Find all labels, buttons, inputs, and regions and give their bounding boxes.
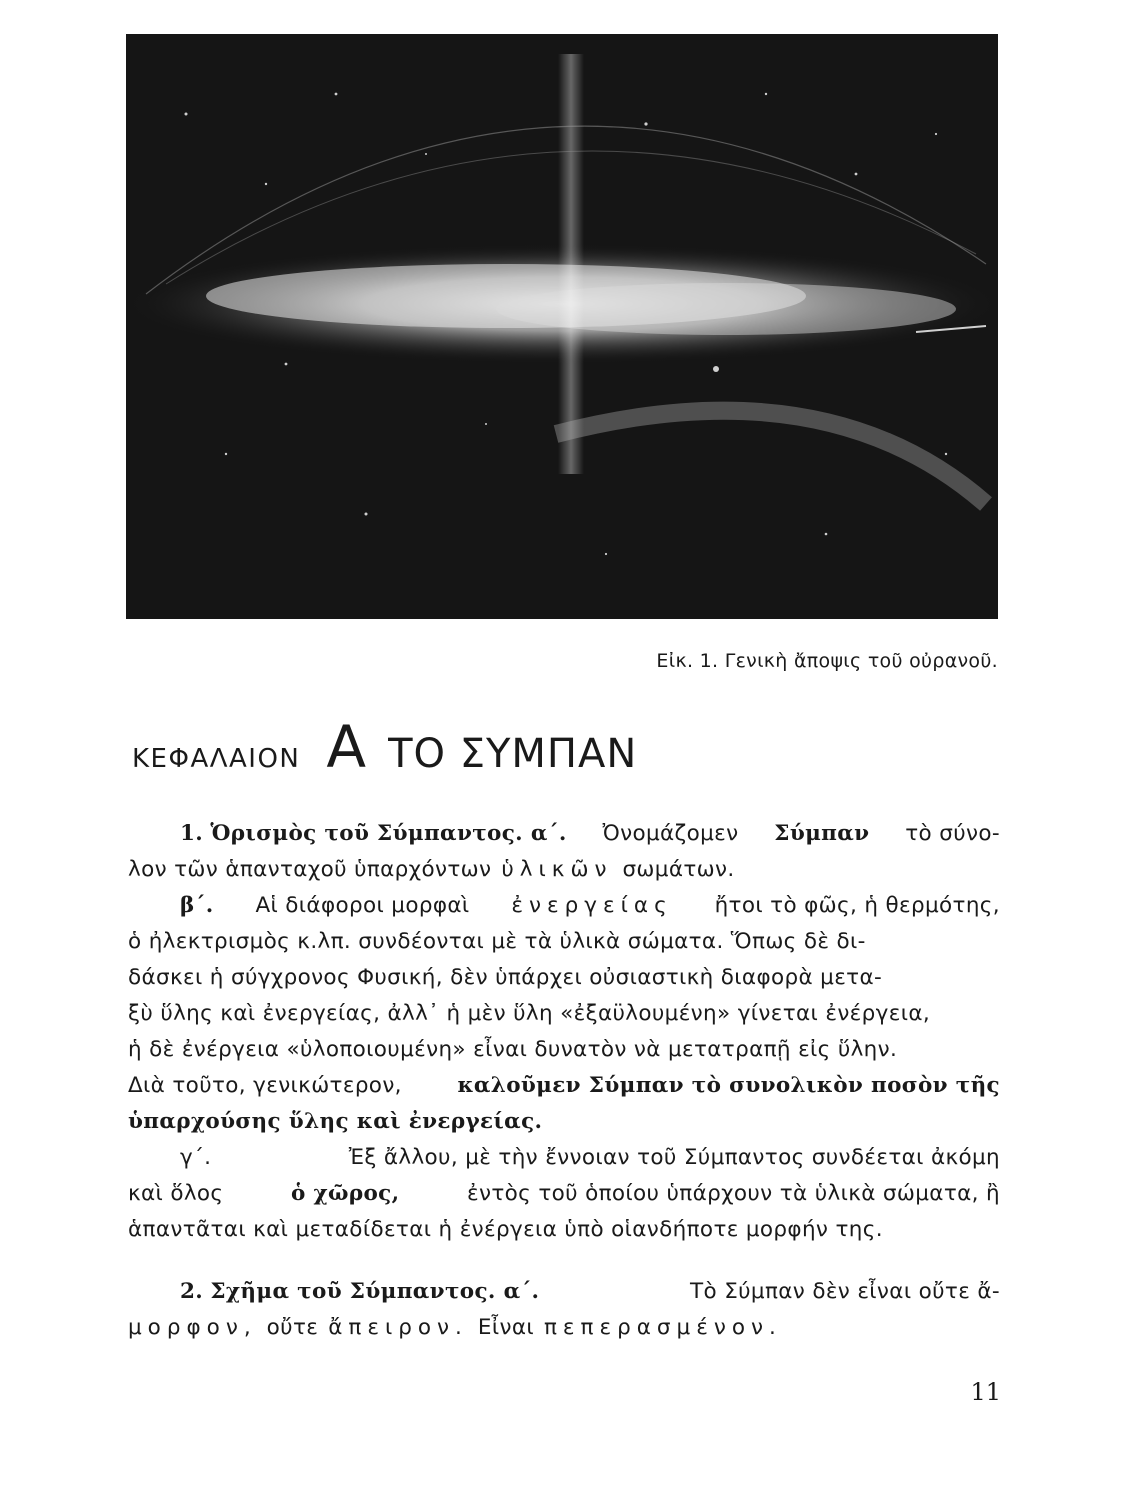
text-line — [128, 1104, 1000, 1140]
text-span: τὸ σύνο- — [905, 821, 1000, 846]
text-span: Αἱ διάφοροι μορφαὶ — [255, 893, 470, 918]
chapter-label: ΚΕΦΑΛΑΙΟΝ — [132, 744, 301, 774]
text-span: λον τῶν ἁπανταχοῦ ὑπαρχόντων — [128, 857, 492, 882]
figure-caption: Εἰκ. 1. Γενικὴ ἄποψις τοῦ οὐρανοῦ. — [656, 650, 998, 672]
section-heading: Σχῆμα τοῦ Σύμπαντος. α΄. — [210, 1279, 540, 1304]
section-number: 2. — [180, 1279, 204, 1304]
text-span: ἐντὸς τοῦ ὁποίου ὑπάρχουν τὰ ὑλικὰ σώματα, ἢ — [467, 1181, 1000, 1206]
section-number: 1. — [180, 821, 204, 846]
text-span: οὔτε — [266, 1315, 319, 1340]
text-line — [128, 924, 1000, 960]
chapter-heading — [132, 713, 638, 781]
text-span: Εἶναι — [477, 1315, 534, 1340]
text-line — [128, 1068, 1000, 1104]
text-line — [128, 816, 1000, 852]
text-span: ἁπαντᾶται καὶ μεταδίδεται ἡ ἐνέργεια ὑπὸ οἱανδήποτε μορφήν της. — [128, 1217, 883, 1242]
text-span: σωμάτων. — [622, 857, 735, 882]
body-text — [128, 816, 1000, 1346]
paragraph-marker: γ΄. — [180, 1145, 212, 1170]
text-line — [128, 852, 1000, 888]
spaced-term: μορφον, — [128, 1315, 257, 1340]
text-line — [128, 888, 1000, 924]
bold-term: Σύμπαν — [774, 821, 870, 846]
text-line — [128, 1212, 1000, 1248]
text-span: Ἐξ ἄλλου, μὲ τὴν ἔννοιαν τοῦ Σύμπαντος συνδέεται ἀκόμη — [348, 1145, 1000, 1170]
text-line — [128, 1140, 1000, 1176]
text-line — [128, 960, 1000, 996]
milky-way-image — [126, 34, 998, 619]
bold-term: καλοῦμεν Σύμπαν τὸ συνολικὸν ποσὸν τῆς — [457, 1073, 1000, 1098]
bold-term: ὁ χῶρος, — [291, 1181, 400, 1206]
spaced-term: πεπερασμένον. — [543, 1315, 782, 1340]
text-line — [128, 1274, 1000, 1310]
chapter-title: ΤΟ ΣΥΜΠΑΝ — [388, 731, 638, 777]
text-span: Τὸ Σύμπαν δὲν εἶναι οὔτε ἄ- — [690, 1279, 1000, 1304]
text-line — [128, 1176, 1000, 1212]
page-number: 11 — [970, 1378, 1001, 1406]
sky-photograph — [126, 34, 998, 619]
spaced-term: ἄπειρον. — [328, 1315, 468, 1340]
text-span: ὁ ἠλεκτρισμὸς κ.λπ. συνδέονται μὲ τὰ ὑλικὰ σώματα. Ὅπως δὲ δι- — [128, 929, 866, 954]
bold-term: ὑπαρχούσης ὕλης καὶ ἐνεργείας. — [128, 1109, 543, 1134]
text-span: καὶ ὅλος — [128, 1181, 224, 1206]
text-span: Διὰ τοῦτο, γενικώτερον, — [128, 1073, 402, 1098]
spaced-term: ὑλικῶν — [501, 857, 613, 882]
spaced-term: ἐνεργείας — [511, 893, 673, 918]
text-span: ξὺ ὕλης καὶ ἐνεργείας, ἀλλ᾽ ἡ μὲν ὕλη «ἐξαϋλουμένη» γίνεται ἐνέργεια, — [128, 1001, 931, 1026]
text-span: Ὀνομάζομεν — [602, 821, 739, 846]
text-span: ἡ δὲ ἐνέργεια «ὑλοποιουμένη» εἶναι δυνατὸν νὰ μετατραπῇ εἰς ὕλην. — [128, 1037, 898, 1062]
chapter-letter: Α — [326, 713, 367, 781]
text-line — [128, 996, 1000, 1032]
text-span: ἤτοι τὸ φῶς, ἡ θερμότης, — [714, 893, 1000, 918]
section-heading: Ὁρισμὸς τοῦ Σύμπαντος. α΄. — [210, 821, 567, 846]
text-line — [128, 1310, 1000, 1346]
text-line — [128, 1032, 1000, 1068]
paragraph-marker: β΄. — [180, 893, 214, 918]
text-span: δάσκει ἡ σύγχρονος Φυσική, δὲν ὑπάρχει οὐσιαστικὴ διαφορὰ μετα- — [128, 965, 883, 990]
